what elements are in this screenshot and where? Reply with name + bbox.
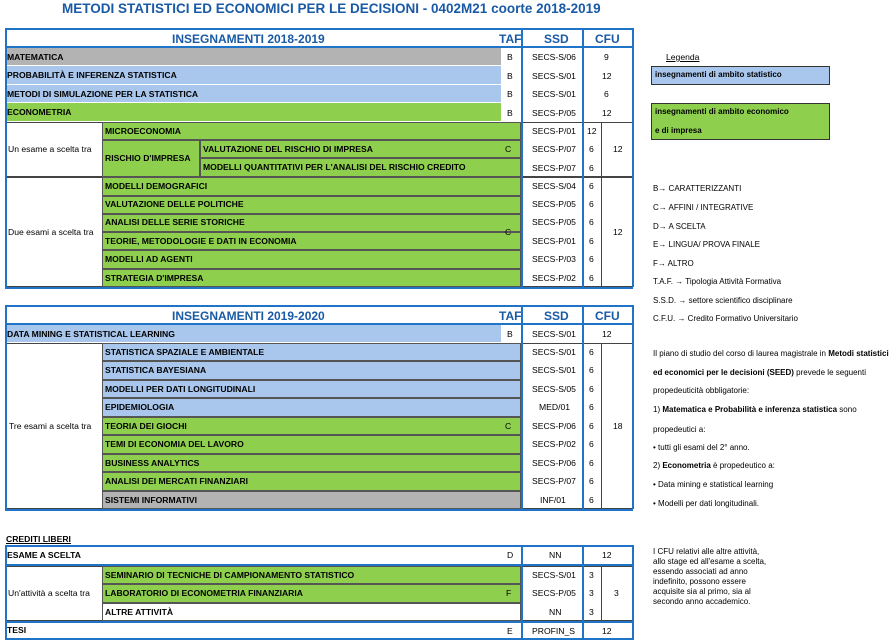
course-name: SEMINARIO DI TECNICHE DI CAMPIONAMENTO STATISTICO: [105, 570, 355, 580]
note-text-bold: Metodi statistici: [828, 349, 889, 358]
cfu-value: 6: [589, 181, 594, 191]
course-name: ESAME A SCELTA: [7, 550, 82, 560]
course-name: PROBABILITÀ E INFERENZA STATISTICA: [7, 70, 177, 80]
ssd-value: SECS-P/07: [532, 144, 576, 154]
course-name: VALUTAZIONE DEL RISCHIO DI IMPRESA: [203, 144, 373, 154]
course-name: VALUTAZIONE DELLE POLITICHE: [105, 199, 244, 209]
course-name: MICROECONOMIA: [105, 126, 181, 136]
course-name: TEORIA DEI GIOCHI: [105, 421, 187, 431]
cfu-value: 3: [589, 570, 594, 580]
course-name: TEMI DI ECONOMIA DEL LAVORO: [105, 439, 244, 449]
course-name: ALTRE ATTIVITÀ: [105, 607, 174, 617]
taf-value: D: [507, 550, 514, 560]
note-text: 2): [653, 461, 663, 470]
ssd-value: SECS-P/01: [532, 126, 576, 136]
note-text: secondo anno accademico.: [653, 597, 751, 606]
course-name: STATISTICA SPAZIALE E AMBIENTALE: [105, 347, 265, 357]
cfu-value: 6: [589, 384, 594, 394]
ssd-value: SECS-P/05: [532, 108, 576, 118]
cfu-value: 6: [589, 402, 594, 412]
ssd-value: SECS-S/04: [532, 181, 576, 191]
cfu-value: 3: [589, 607, 594, 617]
legend-def: C→ AFFINI / INTEGRATIVE: [653, 203, 754, 212]
ssd-value: SECS-P/01: [532, 236, 576, 246]
taf-value: B: [507, 108, 513, 118]
ssd-value: NN: [549, 607, 562, 617]
legend-def: B→ CARATTERIZZANTI: [653, 184, 742, 193]
group-label: Due esami a scelta tra: [8, 227, 94, 237]
ssd-value: SECS-S/01: [532, 329, 576, 339]
legend-def: D→ A SCELTA: [653, 222, 706, 231]
group-label: Un'attività a scelta tra: [8, 588, 90, 598]
legend-def: F→ ALTRO: [653, 259, 694, 268]
cfu-value: 6: [589, 458, 594, 468]
note-text: • tutti gli esami del 2° anno.: [653, 443, 750, 452]
course-name: MATEMATICA: [7, 52, 64, 62]
course-name: TEORIE, METODOLOGIE E DATI IN ECONOMIA: [105, 236, 297, 246]
note-text: indefinito, possono essere: [653, 577, 746, 586]
taf-value: B: [507, 89, 513, 99]
section-title: INSEGNAMENTI 2019-2020: [172, 309, 325, 323]
cfu-header: CFU: [595, 309, 620, 323]
cfu-value: 6: [589, 144, 594, 154]
cfu-value: 6: [589, 439, 594, 449]
legend-eco-label-2: e di impresa: [655, 126, 702, 135]
section-title: INSEGNAMENTI 2018-2019: [172, 32, 325, 46]
cfu-value: 12: [602, 71, 612, 81]
course-name: TESI: [7, 625, 27, 635]
ssd-value: SECS-P/02: [532, 273, 576, 283]
row-matematica: [5, 48, 501, 66]
ssd-value: INF/01: [540, 495, 566, 505]
taf-value: E: [507, 626, 513, 636]
ssd-value: SECS-P/06: [532, 421, 576, 431]
course-name: LABORATORIO DI ECONOMETRIA FINANZIARIA: [105, 588, 303, 598]
note-text: Il piano di studio del corso di laurea magistrale in: [653, 349, 829, 358]
note-text: essendo associati ad anno: [653, 567, 748, 576]
note-text: 1): [653, 405, 663, 414]
course-name: SISTEMI INFORMATIVI: [105, 495, 197, 505]
note-text-bold: Matematica e Probabilità e inferenza statistica: [662, 405, 838, 414]
ssd-value: SECS-S/01: [532, 365, 576, 375]
ssd-value: SECS-S/01: [532, 89, 576, 99]
course-name: METODI DI SIMULAZIONE PER LA STATISTICA: [7, 89, 199, 99]
ssd-value: PROFIN_S: [532, 626, 575, 636]
taf-value: B: [507, 71, 513, 81]
course-name: MODELLI PER DATI LONGITUDINALI: [105, 384, 256, 394]
ssd-value: SECS-S/01: [532, 570, 576, 580]
course-name: MODELLI QUANTITATIVI PER L'ANALISI DEL RISCHIO CREDITO: [203, 162, 466, 172]
taf-value: B: [507, 329, 513, 339]
note-text: propedeuticità obbligatorie:: [653, 386, 750, 395]
cfu-value: 12: [587, 126, 597, 136]
ssd-header: SSD: [544, 309, 569, 323]
taf-value: F: [506, 588, 512, 598]
legend-stat-label: insegnamenti di ambito statistico: [655, 70, 782, 79]
note-text: è propedeutico a:: [710, 461, 775, 470]
cfu-value: 6: [589, 347, 594, 357]
group-cfu-value: 12: [613, 144, 623, 154]
note-text-bold: ed economici per le decisioni (SEED): [653, 368, 794, 377]
cfu-value: 6: [589, 163, 594, 173]
taf-header: TAF: [499, 309, 522, 323]
cfu-value: 6: [589, 495, 594, 505]
cfu-value: 6: [589, 273, 594, 283]
cfu-value: 3: [589, 588, 594, 598]
note-text: propedeutici a:: [653, 425, 706, 434]
section-title: CREDITI LIBERI: [6, 534, 71, 544]
course-name: MODELLI AD AGENTI: [105, 254, 193, 264]
note-text: sono: [837, 405, 857, 414]
cfu-value: 6: [589, 476, 594, 486]
course-name: STATISTICA BAYESIANA: [105, 365, 207, 375]
legend-def: T.A.F. → Tipologia Attività Formativa: [653, 277, 782, 286]
taf-value: C: [505, 144, 512, 154]
cfu-value: 9: [604, 52, 609, 62]
legend-def: C.F.U. → Credito Formativo Universitario: [653, 314, 798, 323]
course-name: ANALISI DELLE SERIE STORICHE: [105, 217, 245, 227]
taf-header: TAF: [499, 32, 522, 46]
ssd-value: SECS-S/01: [532, 347, 576, 357]
ssd-value: NN: [549, 550, 562, 560]
ssd-value: SECS-P/07: [532, 163, 576, 173]
note-text-bold: Econometria: [662, 461, 711, 470]
ssd-value: MED/01: [539, 402, 571, 412]
cfu-value: 6: [589, 365, 594, 375]
group-cfu-value: 3: [614, 588, 619, 598]
cfu-value: 12: [602, 550, 612, 560]
legend-def: S.S.D. → settore scientifico disciplinare: [653, 296, 793, 305]
ssd-value: SECS-P/03: [532, 254, 576, 264]
cfu-value: 6: [589, 421, 594, 431]
course-name: DATA MINING E STATISTICAL LEARNING: [7, 329, 175, 339]
row-econometria: [5, 103, 501, 122]
cfu-value: 6: [604, 89, 609, 99]
course-name: ANALISI DEI MERCATI FINANZIARI: [105, 476, 249, 486]
cfu-value: 6: [589, 217, 594, 227]
course-name: EPIDEMIOLOGIA: [105, 402, 175, 412]
ssd-value: SECS-P/05: [532, 199, 576, 209]
ssd-header: SSD: [544, 32, 569, 46]
ssd-value: SECS-P/05: [532, 217, 576, 227]
course-name: STRATEGIA D'IMPRESA: [105, 273, 204, 283]
ssd-value: SECS-P/06: [532, 458, 576, 468]
group-label: Tre esami a scelta tra: [9, 421, 92, 431]
course-name: ECONOMETRIA: [7, 107, 72, 117]
cfu-value: 6: [589, 236, 594, 246]
cfu-value: 6: [589, 199, 594, 209]
cfu-value: 12: [602, 108, 612, 118]
note-text: • Data mining e statistical learning: [653, 480, 774, 489]
ssd-value: SECS-P/07: [532, 476, 576, 486]
course-name: BUSINESS ANALYTICS: [105, 458, 200, 468]
cfu-value: 6: [589, 254, 594, 264]
taf-value: C: [505, 227, 512, 237]
legend-def: E→ LINGUA/ PROVA FINALE: [653, 240, 760, 249]
note-text: allo stage ed all'esame a scelta,: [653, 557, 767, 566]
ssd-value: SECS-S/05: [532, 384, 576, 394]
taf-value: C: [505, 421, 512, 431]
group-cfu-value: 12: [613, 227, 623, 237]
course-name: MODELLI DEMOGRAFICI: [105, 181, 208, 191]
cfu-value: 12: [602, 329, 612, 339]
note-text: acquisite sia al primo, sia al: [653, 587, 751, 596]
cfu-value: 12: [602, 626, 612, 636]
note-text: • Modelli per dati longitudinali.: [653, 499, 759, 508]
course-name: RISCHIO D'IMPRESA: [105, 153, 191, 163]
page-title: METODI STATISTICI ED ECONOMICI PER LE DECISIONI - 0402M21 coorte 2018-2019: [62, 1, 601, 16]
legend-eco-label: insegnamenti di ambito economico: [655, 107, 789, 116]
cfu-header: CFU: [595, 32, 620, 46]
note-text: I CFU relativi alle altre attività,: [653, 547, 760, 556]
note-text: prevede le seguenti: [793, 368, 866, 377]
ssd-value: SECS-S/06: [532, 52, 576, 62]
ssd-value: SECS-P/02: [532, 439, 576, 449]
ssd-value: SECS-P/05: [532, 588, 576, 598]
group-label: Un esame a scelta tra: [8, 144, 92, 154]
ssd-value: SECS-S/01: [532, 71, 576, 81]
legend-title: Legenda: [666, 52, 700, 62]
group-cfu-value: 18: [613, 421, 623, 431]
taf-value: B: [507, 52, 513, 62]
